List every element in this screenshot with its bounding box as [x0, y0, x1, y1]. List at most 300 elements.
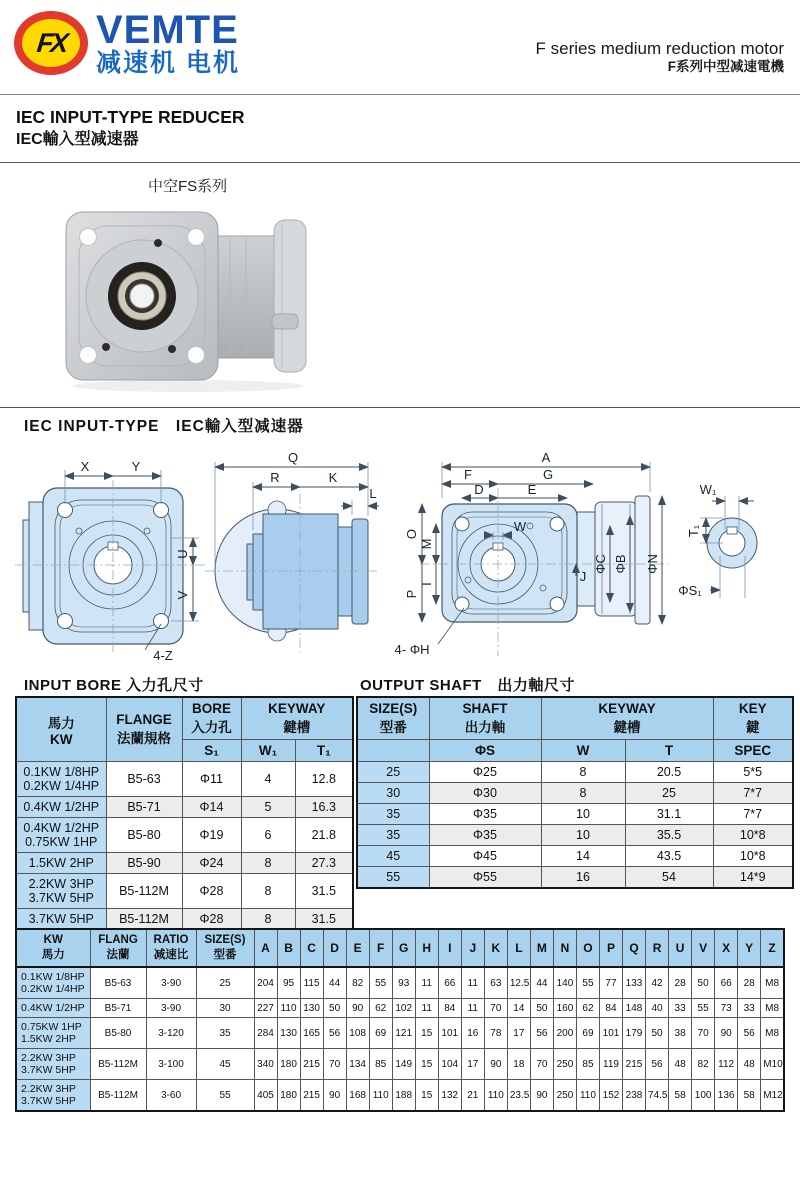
- data-cell: 82: [692, 1049, 715, 1080]
- data-cell: 66: [715, 967, 738, 999]
- photo-caption: 中空FS系列: [148, 178, 228, 195]
- dim-letter-header: L: [507, 929, 530, 967]
- data-cell: 101: [438, 1018, 461, 1049]
- data-cell: 112: [715, 1049, 738, 1080]
- section-divider: [0, 162, 800, 163]
- diagram-section-title: IEC INPUT-TYPE IEC輸入型减速器: [24, 418, 304, 435]
- diagram-divider: [0, 407, 800, 408]
- data-cell: 152: [599, 1080, 622, 1112]
- dim-letter-header: J: [461, 929, 484, 967]
- dim-label-y: Y: [131, 459, 141, 474]
- data-cell: 14*9: [713, 867, 793, 889]
- row-header-cell: 3.7KW 5HP: [16, 909, 106, 931]
- dimension-table-body: [16, 967, 784, 1111]
- data-cell: 110: [277, 999, 300, 1018]
- row-header-cell: 30: [357, 783, 429, 804]
- diagram-bore-detail: [670, 438, 785, 666]
- data-cell: 90: [530, 1080, 553, 1112]
- data-cell: 48: [669, 1049, 692, 1080]
- diagram-assembly-view: [380, 438, 670, 666]
- table-row: [16, 797, 353, 818]
- dim-label-i: I: [419, 582, 434, 586]
- table-row: [16, 853, 353, 874]
- table-row: [16, 1049, 784, 1080]
- data-cell: 55: [692, 999, 715, 1018]
- data-cell: 66: [438, 967, 461, 999]
- data-cell: 188: [392, 1080, 415, 1112]
- dim-label-v: V: [175, 590, 190, 600]
- data-cell: 4: [241, 762, 295, 797]
- data-cell: 43.5: [625, 846, 713, 867]
- series-title: [536, 38, 784, 76]
- data-cell: 25: [625, 783, 713, 804]
- dim-letter-header: V: [692, 929, 715, 967]
- data-cell: 15: [415, 1049, 438, 1080]
- dim-label-a: A: [541, 450, 551, 465]
- data-cell: 54: [625, 867, 713, 889]
- input-bore-title: INPUT BORE 入力孔尺寸: [24, 677, 204, 694]
- data-cell: 74.5: [646, 1080, 669, 1112]
- data-cell: 108: [346, 1018, 369, 1049]
- row-header-cell: 25: [357, 762, 429, 783]
- section-title-zh: IEC輸入型减速器: [16, 131, 139, 149]
- data-cell: 90: [346, 999, 369, 1018]
- col-header-w1: W₁: [241, 740, 295, 762]
- col-header-w: W: [541, 740, 625, 762]
- data-cell: 50: [530, 999, 553, 1018]
- data-cell: 56: [530, 1018, 553, 1049]
- dim-letter-header: K: [484, 929, 507, 967]
- row-header-cell: 2.2KW 3HP 3.7KW 5HP: [16, 1080, 90, 1112]
- dim-letter-header: F: [369, 929, 392, 967]
- row-header-cell: 35: [357, 825, 429, 846]
- data-cell: 140: [553, 967, 576, 999]
- data-cell: 56: [738, 1018, 761, 1049]
- data-cell: 84: [599, 999, 622, 1018]
- data-cell: 93: [392, 967, 415, 999]
- data-cell: 6: [241, 818, 295, 853]
- data-cell: 84: [438, 999, 461, 1018]
- data-cell: 119: [599, 1049, 622, 1080]
- col-header-keyway2: KEYWAY 鍵槽: [541, 697, 713, 740]
- data-cell: 215: [300, 1049, 323, 1080]
- data-cell: 70: [692, 1018, 715, 1049]
- table-row: [16, 967, 784, 999]
- data-cell: B5-90: [106, 853, 182, 874]
- table-row: [16, 999, 784, 1018]
- data-cell: 44: [323, 967, 346, 999]
- dim-letter-header: Q: [623, 929, 646, 967]
- table-row: [16, 762, 353, 797]
- data-cell: 215: [300, 1080, 323, 1112]
- data-cell: 31.5: [295, 909, 353, 931]
- row-header-cell: 0.4KW 1/2HP 0.75KW 1HP: [16, 818, 106, 853]
- input-bore-body: [16, 762, 353, 931]
- data-cell: B5-112M: [106, 874, 182, 909]
- data-cell: 14: [541, 846, 625, 867]
- dim-label-phis1: ΦS₁: [678, 583, 702, 598]
- dim-letter-header: D: [323, 929, 346, 967]
- data-cell: 17: [507, 1018, 530, 1049]
- data-cell: 8: [241, 874, 295, 909]
- data-cell: 73: [715, 999, 738, 1018]
- data-cell: 180: [277, 1080, 300, 1112]
- data-cell: 204: [254, 967, 277, 999]
- section-title: [16, 106, 245, 150]
- data-cell: 250: [553, 1080, 576, 1112]
- data-cell: 11: [415, 999, 438, 1018]
- output-shaft-head: [357, 697, 793, 762]
- input-bore-table: [15, 696, 354, 931]
- col-header-phis: ΦS: [429, 740, 541, 762]
- data-cell: 121: [392, 1018, 415, 1049]
- data-cell: 11: [415, 967, 438, 999]
- data-cell: 136: [715, 1080, 738, 1112]
- data-cell: 28: [669, 967, 692, 999]
- dim-label-j: J: [579, 569, 587, 584]
- data-cell: 14: [507, 999, 530, 1018]
- data-cell: 15: [415, 1018, 438, 1049]
- data-cell: 12.8: [295, 762, 353, 797]
- section-title-en: IEC INPUT-TYPE REDUCER: [16, 107, 245, 127]
- data-cell: Φ24: [182, 853, 241, 874]
- table-row: [357, 762, 793, 783]
- row-header-cell: 2.2KW 3HP 3.7KW 5HP: [16, 1049, 90, 1080]
- dim-label-m: M: [419, 538, 434, 550]
- data-cell: 20.5: [625, 762, 713, 783]
- data-cell: Φ28: [182, 909, 241, 931]
- table-row: [357, 825, 793, 846]
- col-header-kw: KW 馬力: [16, 929, 90, 967]
- col-header-ratio: RATIO 减速比: [146, 929, 196, 967]
- data-cell: 50: [323, 999, 346, 1018]
- dim-label-phic: ΦC: [593, 554, 608, 574]
- data-cell: 5: [241, 797, 295, 818]
- data-cell: 110: [484, 1080, 507, 1112]
- data-cell: 3-120: [146, 1018, 196, 1049]
- data-cell: Φ35: [429, 804, 541, 825]
- data-cell: 35.5: [625, 825, 713, 846]
- data-cell: 133: [623, 967, 646, 999]
- data-cell: 3-100: [146, 1049, 196, 1080]
- data-cell: 55: [196, 1080, 254, 1112]
- dim-letter-header: A: [254, 929, 277, 967]
- data-cell: 104: [438, 1049, 461, 1080]
- data-cell: 31.5: [295, 874, 353, 909]
- data-cell: B5-71: [106, 797, 182, 818]
- data-cell: 165: [300, 1018, 323, 1049]
- data-cell: 101: [599, 1018, 622, 1049]
- data-cell: 33: [669, 999, 692, 1018]
- diagram-front-view: [15, 438, 205, 666]
- dimension-diagrams: [15, 438, 785, 666]
- data-cell: 12.5: [507, 967, 530, 999]
- dim-label-u: U: [175, 549, 190, 559]
- dim-letter-header: O: [576, 929, 599, 967]
- data-cell: 31.1: [625, 804, 713, 825]
- dim-letter-header: M: [530, 929, 553, 967]
- data-cell: 85: [576, 1049, 599, 1080]
- dim-label-4phih: 4- ΦH: [394, 642, 430, 657]
- row-header-cell: 1.5KW 2HP: [16, 853, 106, 874]
- data-cell: 62: [576, 999, 599, 1018]
- data-cell: Φ28: [182, 874, 241, 909]
- data-cell: 42: [646, 967, 669, 999]
- row-header-cell: 45: [357, 846, 429, 867]
- brand-logo: [14, 10, 240, 76]
- table-row: [16, 1018, 784, 1049]
- dim-letter-header: I: [438, 929, 461, 967]
- data-cell: 23.5: [507, 1080, 530, 1112]
- dim-label-l: L: [369, 486, 377, 501]
- output-shaft-body: [357, 762, 793, 889]
- col-header-size2: SIZE(S) 型番: [196, 929, 254, 967]
- data-cell: 130: [277, 1018, 300, 1049]
- dim-letter-header: X: [715, 929, 738, 967]
- dim-label-phin: ΦN: [645, 554, 660, 574]
- data-cell: Φ11: [182, 762, 241, 797]
- dim-label-g: G: [542, 467, 554, 482]
- data-cell: 10: [541, 825, 625, 846]
- data-cell: 7*7: [713, 804, 793, 825]
- data-cell: 11: [461, 999, 484, 1018]
- data-cell: 3-60: [146, 1080, 196, 1112]
- dim-label-o: O: [404, 528, 419, 540]
- diagram-side-view: [205, 438, 380, 666]
- data-cell: 25: [196, 967, 254, 999]
- data-cell: 5*5: [713, 762, 793, 783]
- dimension-table-head: [16, 929, 784, 967]
- brand-subtitle: 减速机 电机: [96, 48, 240, 77]
- data-cell: 8: [241, 853, 295, 874]
- data-cell: 102: [392, 999, 415, 1018]
- dim-letter-header: G: [392, 929, 415, 967]
- table-row: [16, 1080, 784, 1112]
- dim-label-f: F: [464, 467, 472, 482]
- dim-label-phib: ΦB: [613, 554, 628, 574]
- data-cell: M8: [761, 1018, 784, 1049]
- data-cell: 110: [369, 1080, 392, 1112]
- data-cell: 200: [553, 1018, 576, 1049]
- data-cell: 56: [323, 1018, 346, 1049]
- data-cell: 115: [300, 967, 323, 999]
- data-cell: 11: [461, 967, 484, 999]
- data-cell: 3-90: [146, 967, 196, 999]
- col-header-t: T: [625, 740, 713, 762]
- data-cell: 30: [196, 999, 254, 1018]
- data-cell: 27.3: [295, 853, 353, 874]
- data-cell: 15: [415, 1080, 438, 1112]
- col-header-size: SIZE(S) 型番: [357, 697, 429, 740]
- data-cell: 90: [715, 1018, 738, 1049]
- dim-label-k: K: [328, 470, 338, 485]
- data-cell: 340: [254, 1049, 277, 1080]
- data-cell: 95: [277, 967, 300, 999]
- data-cell: 16: [461, 1018, 484, 1049]
- data-cell: 132: [438, 1080, 461, 1112]
- data-cell: 8: [241, 909, 295, 931]
- spacer-cell: [357, 740, 429, 762]
- dim-label-x: X: [80, 459, 90, 474]
- data-cell: 44: [530, 967, 553, 999]
- dim-letter-header: N: [553, 929, 576, 967]
- dim-label-w1: W₁: [699, 482, 717, 497]
- logo-monogram: FX: [35, 27, 67, 58]
- data-cell: 180: [277, 1049, 300, 1080]
- data-cell: 18: [507, 1049, 530, 1080]
- data-cell: 69: [576, 1018, 599, 1049]
- dim-letter-header: B: [277, 929, 300, 967]
- data-cell: 45: [196, 1049, 254, 1080]
- data-cell: Φ35: [429, 825, 541, 846]
- data-cell: 28: [738, 967, 761, 999]
- row-header-cell: 55: [357, 867, 429, 889]
- col-header-power: 馬力 KW: [16, 697, 106, 762]
- data-cell: 55: [576, 967, 599, 999]
- dim-letter-header: R: [646, 929, 669, 967]
- data-cell: 7*7: [713, 783, 793, 804]
- data-cell: 58: [738, 1080, 761, 1112]
- product-photo: [48, 196, 333, 398]
- dim-label-e: E: [527, 482, 537, 497]
- col-header-spec: SPEC: [713, 740, 793, 762]
- data-cell: 21.8: [295, 818, 353, 853]
- data-cell: Φ19: [182, 818, 241, 853]
- data-cell: B5-63: [106, 762, 182, 797]
- brand-name: VEMTE: [96, 8, 239, 52]
- data-cell: 58: [669, 1080, 692, 1112]
- data-cell: 63: [484, 967, 507, 999]
- data-cell: 62: [369, 999, 392, 1018]
- data-cell: 10*8: [713, 825, 793, 846]
- col-header-t1: T₁: [295, 740, 353, 762]
- col-header-flang: FLANG 法蘭: [90, 929, 146, 967]
- data-cell: 50: [646, 1018, 669, 1049]
- data-cell: B5-80: [90, 1018, 146, 1049]
- dim-label-w: W: [513, 519, 527, 534]
- table-row: [357, 804, 793, 825]
- row-header-cell: 0.1KW 1/8HP 0.2KW 1/4HP: [16, 762, 106, 797]
- col-header-bore: BORE 入力孔: [182, 697, 241, 740]
- data-cell: 134: [346, 1049, 369, 1080]
- data-cell: 35: [196, 1018, 254, 1049]
- data-cell: 85: [369, 1049, 392, 1080]
- series-title-zh: F系列中型减速電機: [667, 59, 784, 75]
- data-cell: 70: [323, 1049, 346, 1080]
- dim-label-r: R: [270, 470, 280, 485]
- data-cell: 48: [738, 1049, 761, 1080]
- table-row: [16, 909, 353, 931]
- data-cell: Φ14: [182, 797, 241, 818]
- dim-label-p: P: [404, 589, 419, 599]
- data-cell: 284: [254, 1018, 277, 1049]
- data-cell: 100: [692, 1080, 715, 1112]
- data-cell: 50: [692, 967, 715, 999]
- data-cell: Φ25: [429, 762, 541, 783]
- data-cell: 227: [254, 999, 277, 1018]
- data-cell: M12: [761, 1080, 784, 1112]
- data-cell: M8: [761, 999, 784, 1018]
- data-cell: 21: [461, 1080, 484, 1112]
- input-bore-head: [16, 697, 353, 762]
- data-cell: B5-112M: [90, 1049, 146, 1080]
- dim-label-q: Q: [287, 450, 299, 465]
- data-cell: 250: [553, 1049, 576, 1080]
- output-shaft-table: [356, 696, 794, 889]
- output-shaft-title: OUTPUT SHAFT 出力軸尺寸: [360, 677, 575, 694]
- data-cell: 148: [623, 999, 646, 1018]
- table-row: [16, 874, 353, 909]
- data-cell: M8: [761, 967, 784, 999]
- col-header-key: KEY 鍵: [713, 697, 793, 740]
- data-cell: 160: [553, 999, 576, 1018]
- data-cell: Φ30: [429, 783, 541, 804]
- dim-letter-header: P: [599, 929, 622, 967]
- data-cell: 10: [541, 804, 625, 825]
- dim-letter-header: Z: [761, 929, 784, 967]
- data-cell: 38: [669, 1018, 692, 1049]
- data-cell: 56: [646, 1049, 669, 1080]
- data-cell: 8: [541, 783, 625, 804]
- data-cell: 130: [300, 999, 323, 1018]
- data-cell: 238: [623, 1080, 646, 1112]
- data-cell: 3-90: [146, 999, 196, 1018]
- data-cell: 110: [576, 1080, 599, 1112]
- data-cell: 16: [541, 867, 625, 889]
- row-header-cell: 0.4KW 1/2HP: [16, 999, 90, 1018]
- dim-letter-header: H: [415, 929, 438, 967]
- dim-letter-header: C: [300, 929, 323, 967]
- data-cell: 55: [369, 967, 392, 999]
- data-cell: 70: [530, 1049, 553, 1080]
- table-row: [357, 867, 793, 889]
- dim-label-d: D: [474, 482, 484, 497]
- data-cell: B5-80: [106, 818, 182, 853]
- table-row: [357, 846, 793, 867]
- data-cell: 40: [646, 999, 669, 1018]
- dimension-table: [15, 928, 785, 1112]
- col-header-shaft: SHAFT 出力軸: [429, 697, 541, 740]
- data-cell: 215: [623, 1049, 646, 1080]
- col-header-flange: FLANGE 法蘭規格: [106, 697, 182, 762]
- dimension-header-row: [16, 929, 784, 967]
- data-cell: 90: [484, 1049, 507, 1080]
- table-row: [16, 818, 353, 853]
- dim-label-t1: T₁: [686, 524, 701, 538]
- data-cell: 77: [599, 967, 622, 999]
- data-cell: B5-112M: [90, 1080, 146, 1112]
- data-cell: 17: [461, 1049, 484, 1080]
- data-cell: 149: [392, 1049, 415, 1080]
- series-title-en: F series medium reduction motor: [535, 39, 784, 58]
- dim-letter-header: U: [669, 929, 692, 967]
- data-cell: 10*8: [713, 846, 793, 867]
- data-cell: B5-63: [90, 967, 146, 999]
- data-cell: 69: [369, 1018, 392, 1049]
- data-cell: 8: [541, 762, 625, 783]
- page-header: [14, 6, 786, 92]
- data-cell: Φ45: [429, 846, 541, 867]
- data-cell: 179: [623, 1018, 646, 1049]
- dim-letter-header: Y: [738, 929, 761, 967]
- brand-text: [96, 10, 240, 76]
- data-cell: 16.3: [295, 797, 353, 818]
- row-header-cell: 0.1KW 1/8HP 0.2KW 1/4HP: [16, 967, 90, 999]
- row-header-cell: 35: [357, 804, 429, 825]
- data-cell: B5-112M: [106, 909, 182, 931]
- row-header-cell: 2.2KW 3HP 3.7KW 5HP: [16, 874, 106, 909]
- data-cell: B5-71: [90, 999, 146, 1018]
